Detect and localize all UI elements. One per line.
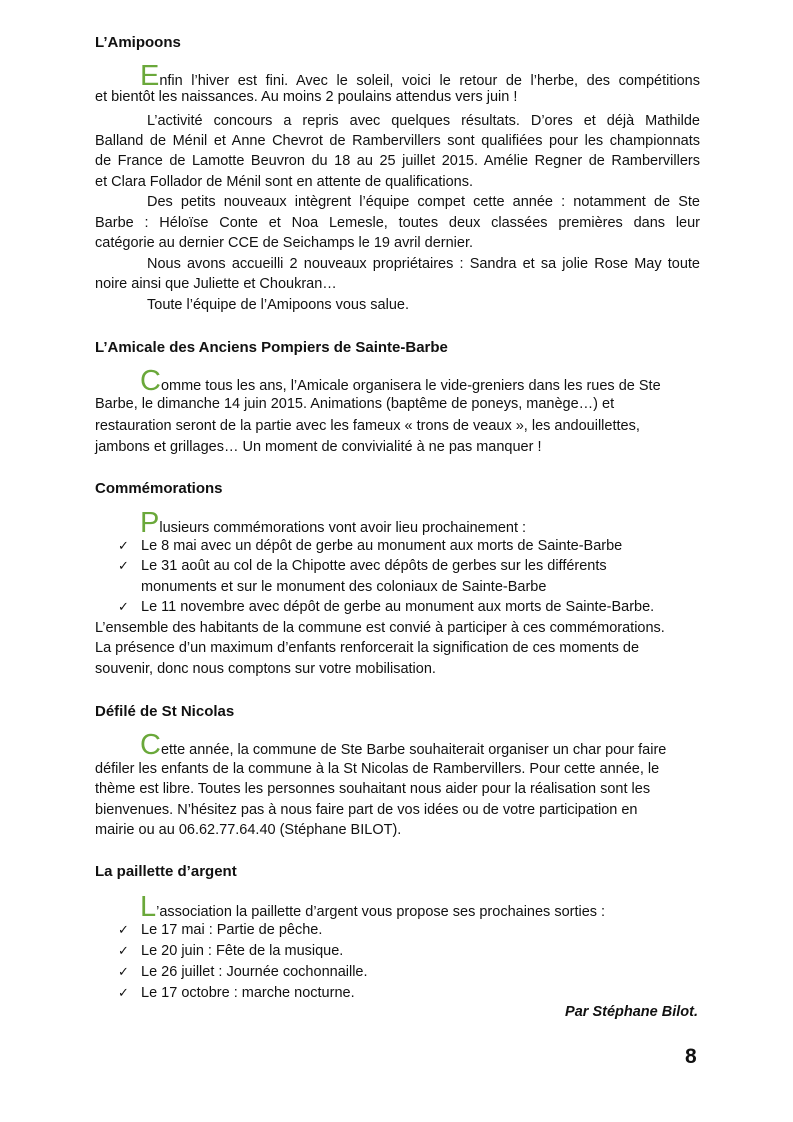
check-icon: ✓ bbox=[118, 964, 129, 979]
paragraph-line: souvenir, donc nous comptons sur votre mobilisation. bbox=[95, 661, 436, 677]
paragraph-line: L’activité concours a repris avec quelques résultats. D’ores et déjà Mathilde bbox=[147, 113, 700, 129]
paragraph-line: L’ensemble des habitants de la commune est convié à participer à ces commémorations. bbox=[95, 620, 665, 636]
paragraph-line: thème est libre. Toutes les personnes souhaitant nous aider pour la réalisation sont les bbox=[95, 781, 651, 797]
section-title-amipoons: L’Amipoons bbox=[95, 34, 181, 51]
drop-cap: P bbox=[140, 507, 160, 539]
list-item: Le 17 mai : Partie de pêche. bbox=[141, 922, 323, 938]
page-number: 8 bbox=[685, 1045, 697, 1068]
paragraph-line: défiler les enfants de la commune à la St Nicolas de Rambervillers. Pour cette année, le bbox=[95, 761, 660, 777]
check-icon: ✓ bbox=[118, 943, 129, 958]
list-item: Le 17 octobre : marche nocturne. bbox=[141, 985, 355, 1001]
paragraph-line: L’association la paillette d’argent vous propose ses prochaines sorties : bbox=[140, 891, 606, 923]
paragraph-line: et Clara Follador de Ménil sont en attente de qualifications. bbox=[95, 174, 474, 190]
section-title-st-nicolas: Défilé de St Nicolas bbox=[95, 703, 235, 720]
drop-cap: E bbox=[140, 60, 160, 92]
list-item: Le 26 juillet : Journée cochonnaille. bbox=[141, 964, 368, 980]
list-item: Le 8 mai avec un dépôt de gerbe au monument aux morts de Sainte-Barbe bbox=[141, 538, 623, 554]
paragraph-line: bienvenues. N’hésitez pas à nous faire part de vos idées ou de votre participation en bbox=[95, 802, 638, 818]
list-item-continuation: monuments et sur le monument des coloniaux de Sainte-Barbe bbox=[141, 579, 547, 595]
paragraph-line: Balland de Ménil et Anne Chevrot de Rambervillers sont qualifiées pour les championnats bbox=[95, 133, 700, 149]
section-title-paillette-argent: La paillette d’argent bbox=[95, 863, 237, 880]
paragraph-line: Nous avons accueilli 2 nouveaux propriétaires : Sandra et sa jolie Rose May toute bbox=[147, 256, 700, 272]
paragraph-line: et bientôt les naissances. Au moins 2 poulains attendus vers juin ! bbox=[95, 89, 518, 105]
paragraph-line: noire ainsi que Juliette et Choukran… bbox=[95, 276, 337, 292]
check-icon: ✓ bbox=[118, 558, 129, 573]
paragraph-line: Plusieurs commémorations vont avoir lieu prochainement : bbox=[140, 507, 527, 539]
list-item: Le 11 novembre avec dépôt de gerbe au monument aux morts de Sainte-Barbe. bbox=[141, 599, 655, 615]
paragraph-line: Toute l’équipe de l’Amipoons vous salue. bbox=[147, 297, 409, 313]
check-icon: ✓ bbox=[118, 599, 129, 614]
paragraph-line: mairie ou au 06.62.77.64.40 (Stéphane BILOT). bbox=[95, 822, 402, 838]
section-title-commemorations: Commémorations bbox=[95, 480, 223, 497]
paragraph-line: catégorie au dernier CCE de Seichamps le 19 avril dernier. bbox=[95, 235, 474, 251]
paragraph-line: jambons et grillages… Un moment de convivialité à ne pas manquer ! bbox=[95, 439, 542, 455]
check-icon: ✓ bbox=[118, 538, 129, 553]
list-item: Le 31 août au col de la Chipotte avec dépôts de gerbes sur les différents bbox=[141, 558, 607, 574]
list-item: Le 20 juin : Fête de la musique. bbox=[141, 943, 344, 959]
paragraph-line: Cette année, la commune de Ste Barbe souhaiterait organiser un char pour faire bbox=[140, 729, 667, 761]
paragraph-line: Barbe : Héloïse Conte et Noa Lemesle, toutes deux classées premières dans leur bbox=[95, 215, 700, 231]
paragraph-line: La présence d’un maximum d’enfants renforcerait la signification de ces moments de bbox=[95, 640, 640, 656]
drop-cap: C bbox=[140, 729, 161, 761]
paragraph-line: Barbe, le dimanche 14 juin 2015. Animations (baptême de poneys, manège…) et bbox=[95, 396, 615, 412]
paragraph-line: de France de Lamotte Beuvron du 18 au 25 juillet 2015. Amélie Regner de Rambervillers bbox=[95, 153, 700, 169]
drop-cap: C bbox=[140, 365, 161, 397]
section-title-amicale-pompiers: L’Amicale des Anciens Pompiers de Sainte-Barbe bbox=[95, 339, 448, 356]
paragraph-line: Enfin l’hiver est fini. Avec le soleil, voici le retour de l’herbe, des compétitions bbox=[140, 60, 700, 92]
signature: Par Stéphane Bilot. bbox=[565, 1004, 698, 1020]
paragraph-line: restauration seront de la partie avec les fameux « trons de veaux », les andouillettes, bbox=[95, 418, 640, 434]
paragraph-line: Des petits nouveaux intègrent l’équipe compet cette année : notamment de Ste bbox=[147, 194, 700, 210]
drop-cap: L bbox=[140, 891, 157, 923]
check-icon: ✓ bbox=[118, 985, 129, 1000]
paragraph-line: Comme tous les ans, l’Amicale organisera le vide-greniers dans les rues de Ste bbox=[140, 365, 661, 397]
check-icon: ✓ bbox=[118, 922, 129, 937]
